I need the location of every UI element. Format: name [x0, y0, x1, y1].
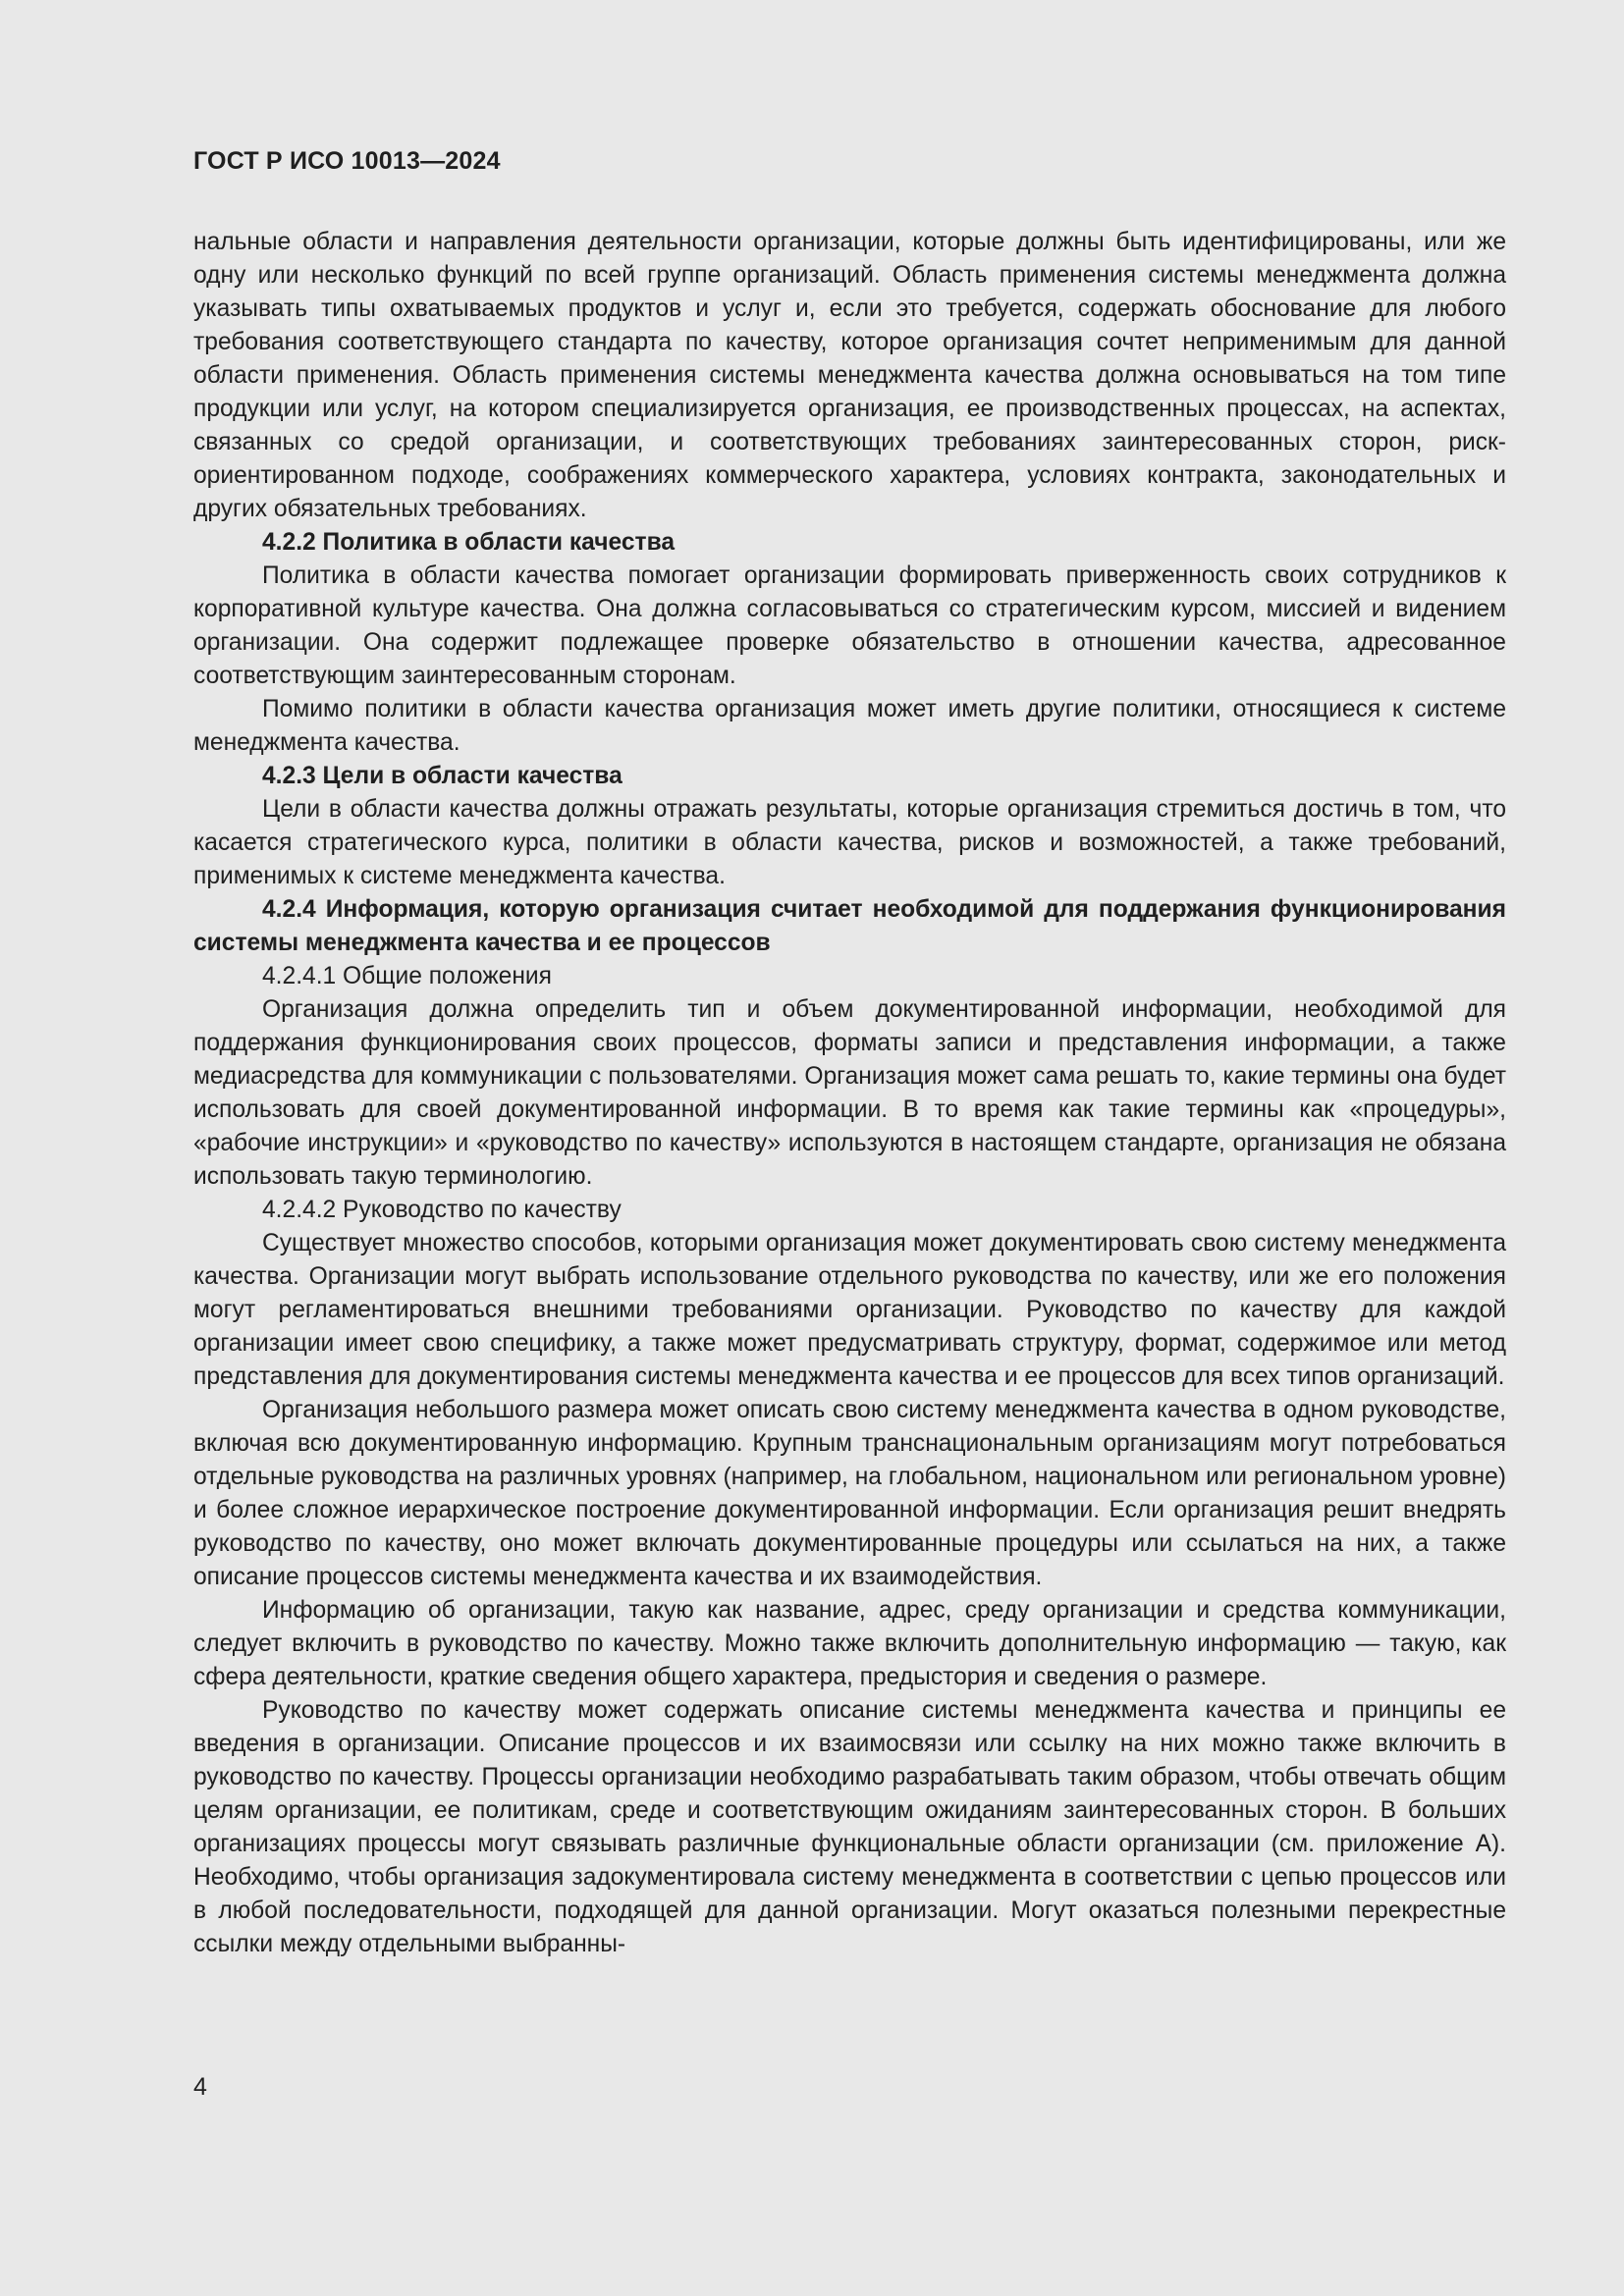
subsection-heading-4-2-4-2: 4.2.4.2 Руководство по качеству — [262, 1197, 622, 1223]
section-heading-4-2-3: 4.2.3 Цели в области качества — [262, 763, 623, 789]
paragraph: Политика в области качества помогает организации формировать приверженность своих сотрудников к корпоративной культуре качества. Она должна согласовываться со стратегическим курсом, миссией и видением организации. Она содержит подлежащее проверке обязательство в отношении качества, адресованное соответствующим заинтересованным сторонам. — [193, 562, 1506, 689]
paragraph: Руководство по качеству может содержать описание системы менеджмента качества и принципы ее введения в организации. Описание процессов и их взаимосвязи или ссылку на них можно также включить в руководство по качеству. Процессы организации необходимо разрабатывать таким образом, чтобы отвечать общим целям организации, ее политикам, среде и соответствующим ожиданиям заинтересованных сторон. В больших организациях процессы могут связывать различные функциональные области организации (см. приложение А). Необходимо, чтобы организация задокументировала систему менеджмента в соответствии с цепью процессов или в любой последовательности, подходящей для данной организации. Могут оказаться полезными перекрестные ссылки между отдельными выбранны- — [193, 1697, 1506, 1957]
section-heading-4-2-2: 4.2.2 Политика в области качества — [262, 529, 676, 556]
paragraph: Информацию об организации, такую как название, адрес, среду организации и средства коммуникации, следует включить в руководство по качеству. Можно также включить дополнительную информацию — такую, как сфера деятельности, краткие сведения общего характера, предыстория и сведения о размере. — [193, 1597, 1506, 1690]
page-header-standard-id: ГОСТ Р ИСО 10013—2024 — [193, 147, 501, 175]
paragraph: Цели в области качества должны отражать результаты, которые организация стремиться достичь в том, что касается стратегического курса, политики в области качества, рисков и возможностей, а также требований, применимых к системе менеджмента качества. — [193, 796, 1506, 889]
document-body — [193, 226, 1506, 1961]
paragraph: Существует множество способов, которыми организация может документировать свою систему менеджмента качества. Организации могут выбрать использование отдельного руководства по качеству, или же его положения могут регламентироваться внешними требованиями организации. Руководство по качеству для каждой организации имеет свою специфику, а также может предусматривать структуру, формат, содержимое или метод представления для документирования системы менеджмента качества и ее процессов для всех типов организаций. — [193, 1230, 1506, 1390]
paragraph: Организация небольшого размера может описать свою систему менеджмента качества в одном руководстве, включая всю документированную информацию. Крупным транснациональным организациям могут потребоваться отдельные руководства на различных уровнях (например, на глобальном, национальном или региональном уровне) и более сложное иерархическое построение документированной информации. Если организация решит внедрять руководство по качеству, оно может включать документированные процедуры или ссылаться на них, а также описание процессов системы менеджмента качества и их взаимодействия. — [193, 1397, 1506, 1590]
paragraph-continuation: нальные области и направления деятельности организации, которые должны быть идентифицированы, или же одну или несколько функций по всей группе организаций. Область применения системы менеджмента должна указывать типы охватываемых продуктов и услуг и, если это требуется, содержать обоснование для любого требования соответствующего стандарта по качеству, которое организация сочтет неприменимым для данной области применения. Область применения системы менеджмента качества должна основываться на том типе продукции или услуг, на котором специализируется организация, ее производственных процессах, на аспектах, связанных со средой организации, и соответствующих требованиях заинтересованных сторон, риск-ориентированном подходе, соображениях коммерческого характера, условиях контракта, законодательных и других обязательных требованиях. — [193, 229, 1506, 522]
paragraph: Помимо политики в области качества организация может иметь другие политики, относящиеся к системе менеджмента качества. — [193, 696, 1506, 756]
paragraph: Организация должна определить тип и объем документированной информации, необходимой для поддержания функционирования своих процессов, форматы записи и представления информации, а также медиасредства для коммуникации с пользователями. Организация может сама решать то, какие термины она будет использовать для своей документированной информации. В то время как такие термины как «процедуры», «рабочие инструкции» и «руководство по качеству» используются в настоящем стандарте, организация не обязана использовать такую терминологию. — [193, 996, 1506, 1190]
subsection-heading-4-2-4-1: 4.2.4.1 Общие положения — [262, 963, 552, 989]
section-heading-4-2-4: 4.2.4 Информация, которую организация считает необходимой для поддержания функционирования системы менеджмента качества и ее процессов — [193, 896, 1506, 956]
page-number: 4 — [193, 2073, 207, 2101]
